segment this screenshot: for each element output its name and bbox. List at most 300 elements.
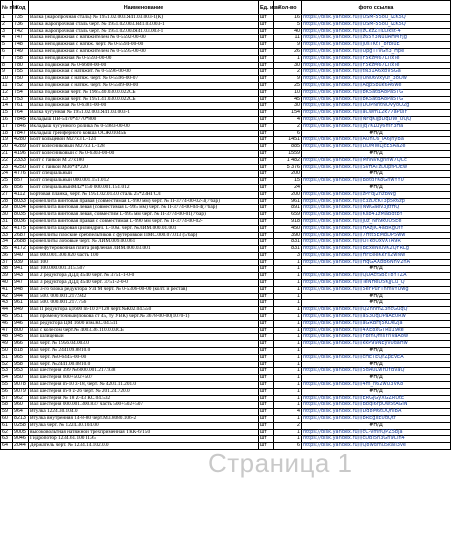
cell-photo-link: #Н/Д <box>302 422 451 429</box>
cell-code: 753 <box>13 96 29 103</box>
cell-qty: 891 <box>274 205 302 212</box>
cell-code: 736 <box>13 21 29 28</box>
cell-photo-link[interactable]: https://disk.yandex.ru/i/cC-vmhQPZ5bja <box>302 429 451 436</box>
cell-photo-link[interactable]: https://disk.yandex.ru/i/z65Y3NuuAHMYjg <box>302 35 451 42</box>
cell-qty: 1 <box>274 368 302 375</box>
cell-code: 2687 <box>13 232 29 239</box>
cell-name: Вал 3-го блока редуктора УЗГМ черт. № 0-5306-00-00 (колт. и рестав) <box>29 286 259 293</box>
cell-name: Вкладыш грейферного ковша ОСЖ01045Б <box>29 130 259 137</box>
cell-unit: шт <box>259 123 274 130</box>
cell-name: Вал шестерня 399 №6000.001.217.938 <box>29 368 259 375</box>
cell-name: Бронеплита шаровая цилиндрич. L-10м. черт. №ЛИМ.000.01.001 <box>29 225 259 232</box>
cell-code: 7845 <box>13 116 29 123</box>
cell-num: 43 <box>1 300 13 307</box>
cell-photo-link[interactable]: https://disk.yandex.ru/i/j0sTKtT_8rbIuE <box>302 42 451 49</box>
cell-qty: 1 <box>274 388 302 395</box>
cell-code: 4280 <box>13 137 29 144</box>
cell-name: Вкладыш чугунного ролика № 0-5983-00-00 <box>29 123 259 130</box>
cell-name: Бронеплиты лобовые черт. № ЛИМ.009.00.061 <box>29 239 259 246</box>
cell-name: Валка неподвижная с натяжителем № 0-5592-00-00 <box>29 35 259 42</box>
cell-name: Валка подвижная с натяж. черт. № 0-5509-00-00 <box>29 82 259 89</box>
cell-code: 7846 <box>13 123 29 130</box>
cell-photo-link: #Н/Д <box>302 293 451 300</box>
cell-code: 948 <box>13 286 29 293</box>
cell-name: Вал с колесом черт.№ 4003.36.110.0.03СБ <box>29 327 259 334</box>
cell-photo-link[interactable]: https://disk.yandex.ru/i/HFEeeKkFs2wNw <box>302 252 451 259</box>
cell-unit: шт <box>259 171 274 178</box>
cell-code: 947 <box>13 280 29 287</box>
cell-num: 11 <box>1 82 13 89</box>
cell-code: 4175 <box>13 225 29 232</box>
cell-qty: 1 <box>274 286 302 293</box>
cell-photo-link: #Н/Д <box>302 184 451 191</box>
cell-num: 42 <box>1 293 13 300</box>
cell-unit: шт <box>259 443 274 450</box>
cell-unit: шт <box>259 436 274 443</box>
cell-qty: 1 <box>274 327 302 334</box>
cell-photo-link[interactable]: https://disk.yandex.ru/i/aS3UqDPaAE0Rw <box>302 314 451 321</box>
cell-code: 966 <box>13 341 29 348</box>
cell-photo-link[interactable]: https://disk.yandex.ru/i/aGRBrfj5KDe2ja <box>302 320 451 327</box>
cell-name: Бронеплита винтовая правая (совместимая L-990 мм) черт. № П-3774-00-02-3(7'бар) <box>29 198 259 205</box>
cell-photo-link[interactable]: https://disk.yandex.ru/i/MnNvKgnhw7QCc <box>302 157 451 164</box>
cell-name: Бронефутеровочная плита рифленая ЛИМ.000.03.001 <box>29 246 259 253</box>
cell-photo-link[interactable]: https://disk.yandex.ru/i/j0z_Nn9k0U5Ee <box>302 218 451 225</box>
cell-photo-link[interactable]: https://disk.yandex.ru/i/BExeNiuvK2QFRLg <box>302 246 451 253</box>
cell-photo-link[interactable]: https://disk.yandex.ru/i/Bbqi6rpOw5tAGiN <box>302 402 451 409</box>
table-row <box>1 225 451 232</box>
cell-photo-link[interactable]: https://disk.yandex.ru/i/AUhC6_iA6jnyBa <box>302 137 451 144</box>
cell-num: 50 <box>1 348 13 355</box>
cell-name: Валка жаропрочная сталь черт. № 1951.02.003Я41.03.003-1 <box>29 28 259 35</box>
cell-photo-link[interactable]: https://disk.yandex.ru/i/Q2hhmZ3hcGuqQ <box>302 307 451 314</box>
cell-photo-link[interactable]: https://disk.yandex.ru/i/aCwm12k77aPuIY <box>302 110 451 117</box>
cell-qty: 1 <box>274 55 302 62</box>
cell-num: 2 <box>1 21 13 28</box>
cell-name: Вал шестерня m-10 z-18, черт. № 4201.11.201.0 <box>29 382 259 389</box>
cell-photo-link[interactable]: https://disk.yandex.ru/i/QDAcfSBcT8YTZA <box>302 273 451 280</box>
cell-qty: 30 <box>274 62 302 69</box>
cell-name: Бронеплита винтовая правая с совместимая L-990 мм черт. № П-3774-00-02- <box>29 218 259 225</box>
cell-code: 960 <box>13 402 29 409</box>
cell-qty: 1 <box>274 314 302 321</box>
cell-photo-link[interactable]: https://disk.yandex.ru/i/SvHATzDupfPDEw <box>302 164 451 171</box>
cell-code: 780 <box>13 62 29 69</box>
cell-num: 57 <box>1 395 13 402</box>
cell-unit: шт <box>259 395 274 402</box>
cell-photo-link: #Н/Д <box>302 130 451 137</box>
cell-qty: 390 <box>274 232 302 239</box>
cell-photo-link[interactable]: https://disk.yandex.ru/i/TeNHeD5KjJCu_Q <box>302 280 451 287</box>
cell-photo-link[interactable]: https://disk.yandex.ru/i/UpgTTvGn3_Hpe <box>302 48 451 55</box>
cell-code: 950 <box>13 375 29 382</box>
cell-code: 8036 <box>13 218 29 225</box>
cell-num: 58 <box>1 402 13 409</box>
cell-num: 19 <box>1 137 13 144</box>
cell-unit: шт <box>259 103 274 110</box>
cell-code: 764 <box>13 110 29 117</box>
cell-num: 8 <box>1 62 13 69</box>
cell-qty: 16 <box>274 15 302 22</box>
cell-qty: 1 <box>274 436 302 443</box>
cell-qty: 918 <box>274 218 302 225</box>
cell-code: 4112 <box>13 191 29 198</box>
cell-unit: шт <box>259 320 274 327</box>
cell-name: Болт специальныйМ42*150 000.001.151.012 <box>29 184 259 191</box>
cell-photo-link[interactable]: https://disk.yandex.ru/i/HAzJiC4aBRgUfY <box>302 225 451 232</box>
cell-num: 7 <box>1 55 13 62</box>
cell-unit: шт <box>259 144 274 151</box>
cell-photo-link: #Н/Д <box>302 171 451 178</box>
cell-unit: шт <box>259 266 274 273</box>
cell-unit: шт <box>259 198 274 205</box>
cell-qty: 2 <box>274 422 302 429</box>
cell-num: 39 <box>1 273 13 280</box>
cell-unit: шт <box>259 42 274 49</box>
cell-num: 30 <box>1 212 13 219</box>
cell-code: 857 <box>13 178 29 185</box>
cell-unit: шт <box>259 15 274 22</box>
cell-name: Валка подвижная № 0-6381-00-00 <box>29 103 259 110</box>
cell-num: 21 <box>1 150 13 157</box>
cell-photo-link: #Н/Д <box>302 300 451 307</box>
cell-code: 2688 <box>13 239 29 246</box>
cell-photo-link[interactable]: https://disk.yandex.ru/i/NwGaev3JtfHQ <box>302 205 451 212</box>
cell-photo-link[interactable]: https://disk.yandex.ru/i/4m_n62wU3VK8 <box>302 382 451 389</box>
cell-photo-link[interactable]: https://disk.yandex.ru/i/5eFPuFTnmvYUwg <box>302 286 451 293</box>
cell-num: 22 <box>1 157 13 164</box>
cell-unit: шт <box>259 409 274 416</box>
cell-qty: 11 <box>274 35 302 42</box>
cell-photo-link[interactable]: https://disk.yandex.ru/i/FBfhQmsYnVaA8w <box>302 334 451 341</box>
cell-name: Вал черт. № 1956.04.003.0 <box>29 341 259 348</box>
cell-name: Вал 500. 000.001.217.756 <box>29 300 259 307</box>
cell-name: Валка неподвижная № 0-5593-00-00 <box>29 55 259 62</box>
cell-name: Болт с гайкой М36*4*220 <box>29 164 259 171</box>
cell-qty: 1 <box>274 307 302 314</box>
cell-photo-link[interactable]: https://disk.yandex.ru/i/zCkzZTiLOkst-4 <box>302 28 451 35</box>
cell-photo-link: #Н/Д <box>302 348 451 355</box>
cell-unit: шт <box>259 150 274 157</box>
cell-photo-link[interactable]: https://disk.yandex.ru/i/Aqp5buk6A6we <box>302 82 451 89</box>
cell-num: 51 <box>1 354 13 361</box>
cell-name: Валка подвижная с натяж. черт. № 0-5596-00-07 <box>29 76 259 83</box>
cell-unit: шт <box>259 280 274 287</box>
cell-photo-link[interactable]: https://disk.yandex.ru/i/c3zDcKT3p5k6zp <box>302 198 451 205</box>
cell-name: Вал шестерня 600+502+507 <box>29 375 259 382</box>
cell-code: 9046 <box>13 436 29 443</box>
cell-name: Валка (жаропрочная сталь) № 1951.02.003.Я41.03.003-1(К) <box>29 15 259 22</box>
cell-num: 9 <box>1 69 13 76</box>
cell-qty: 26 <box>274 48 302 55</box>
cell-photo-link[interactable]: https://disk.yandex.ru/i/bK5atBA8Pa5TG <box>302 96 451 103</box>
cell-unit: шт <box>259 28 274 35</box>
cell-name: Вал промежуточный(покова ст 45, ту УВК) черт.№ 3678-00-00(1070-1) <box>29 314 259 321</box>
cell-photo-link[interactable]: https://disk.yandex.ru/i/ERGjGyXGZRUtE <box>302 395 451 402</box>
cell-unit: шт <box>259 76 274 83</box>
cell-qty: 3 <box>274 252 302 259</box>
cell-code: 941 <box>13 266 29 273</box>
cell-qty: 831 <box>274 239 302 246</box>
cell-code: 9079 <box>13 388 29 395</box>
cell-photo-link[interactable]: https://disk.yandex.ru/i/NFqKijpDqDW_UQQ <box>302 116 451 123</box>
cell-name: Вал шлицевый <box>29 334 259 341</box>
cell-num: 20 <box>1 144 13 151</box>
cell-qty: 1 <box>274 354 302 361</box>
cell-qty: 1 <box>274 259 302 266</box>
cell-num: 63 <box>1 436 13 443</box>
cell-num: 45 <box>1 314 13 321</box>
cell-photo-link[interactable]: https://disk.yandex.ru/i/Q8wdmu5kaiI3ve <box>302 443 451 450</box>
cell-code: 945 <box>13 334 29 341</box>
cell-qty: 1 <box>274 416 302 423</box>
cell-qty: 4 <box>274 116 302 123</box>
cell-code: 747 <box>13 35 29 42</box>
cell-num: 54 <box>1 375 13 382</box>
cell-code: 755 <box>13 69 29 76</box>
cell-qty: 10 <box>274 89 302 96</box>
page-watermark: Страница 1 <box>208 448 353 478</box>
cell-unit: шт <box>259 334 274 341</box>
cell-photo-link[interactable]: https://disk.yandex.ru/i/cDBl5h3Gn9Cin4 <box>302 436 451 443</box>
cell-photo-link[interactable]: https://disk.yandex.ru/i/UN06vxyuf_3oOw <box>302 76 451 83</box>
cell-unit: шт <box>259 422 274 429</box>
cell-unit: шт <box>259 348 274 355</box>
cell-num: 62 <box>1 429 13 436</box>
cell-unit: шт <box>259 89 274 96</box>
cell-code: 4196 <box>13 150 29 157</box>
cell-name: Валка подвижная № 0-6608-00-00 <box>29 62 259 69</box>
header-name: Наименование <box>29 1 259 15</box>
cell-photo-link[interactable]: https://disk.yandex.ru/i/bREgxE0dQtr <box>302 416 451 423</box>
cell-num: 5 <box>1 42 13 49</box>
cell-qty: 831 <box>274 246 302 253</box>
cell-qty: 30 <box>274 103 302 110</box>
cell-name: Бронеплита винтовая левая, совместим L-995 мм черт. № П-3774-00-01(7'бар) <box>29 212 259 219</box>
cell-unit: шт <box>259 239 274 246</box>
cell-code: 8033 <box>13 198 29 205</box>
cell-qty: 40 <box>274 28 302 35</box>
cell-num: 47 <box>1 327 13 334</box>
cell-code: 944 <box>13 293 29 300</box>
cell-code: 9005 <box>13 429 29 436</box>
cell-photo-link[interactable]: https://disk.yandex.ru/i/tN31A6xbVSGa <box>302 69 451 76</box>
cell-photo-link: #Н/Д <box>302 388 451 395</box>
cell-num: 16 <box>1 116 13 123</box>
cell-photo-link: #Н/Д <box>302 150 451 157</box>
cell-num: 3 <box>1 28 13 35</box>
cell-unit: шт <box>259 164 274 171</box>
table-row <box>1 157 451 164</box>
table-body <box>1 15 451 450</box>
cell-code: 742 <box>13 28 29 35</box>
cell-code: 0258 <box>13 422 29 429</box>
cell-unit: шт <box>259 96 274 103</box>
cell-photo-link[interactable]: https://disk.yandex.ru/i/5dA0LwYuYBvaQ <box>302 368 451 375</box>
cell-name: Валка подвижная черт. № 1951.41.030.0.022СБ <box>29 96 259 103</box>
cell-qty: 885 <box>274 144 302 151</box>
cell-photo-link[interactable]: https://disk.yandex.ru/i/USM-55ou_iZK5Q <box>302 15 451 22</box>
cell-unit: шт <box>259 300 274 307</box>
cell-unit: шт <box>259 225 274 232</box>
cell-unit: шт <box>259 259 274 266</box>
cell-unit: шт <box>259 354 274 361</box>
cell-num: 4 <box>1 35 13 42</box>
cell-unit: шт <box>259 157 274 164</box>
cell-unit: шт <box>259 341 274 348</box>
cell-unit: шт <box>259 218 274 225</box>
cell-name: Вал 100 <box>29 259 259 266</box>
cell-num: 1 <box>1 15 13 22</box>
cell-num: 24 <box>1 171 13 178</box>
cell-code: 2044 <box>13 443 29 450</box>
cell-photo-link: #Н/Д <box>302 361 451 368</box>
cell-code: 961 <box>13 300 29 307</box>
cell-unit: шт <box>259 307 274 314</box>
cell-unit: шт <box>259 327 274 334</box>
cell-name: Вал редуктора ЦМ 1600 изм.КС.04.511 <box>29 320 259 327</box>
cell-unit: шт <box>259 232 274 239</box>
cell-num: 6 <box>1 48 13 55</box>
cell-num: 28 <box>1 198 13 205</box>
cell-unit: шт <box>259 402 274 409</box>
cell-unit: шт <box>259 361 274 368</box>
cell-code: 752 <box>13 82 29 89</box>
cell-code: 8035 <box>13 212 29 219</box>
cell-photo-link[interactable]: https://disk.yandex.ru/i/HqGAXbB6NhV2hA <box>302 259 451 266</box>
cell-photo-link[interactable]: https://disk.yandex.ru/i/USM-55ou_iZK5Q <box>302 21 451 28</box>
cell-photo-link[interactable]: https://disk.yandex.ru/i/zPFdJ2hzBWg <box>302 191 451 198</box>
cell-num: 25 <box>1 178 13 185</box>
cell-qty: 1 <box>274 402 302 409</box>
cell-qty: 1 <box>274 320 302 327</box>
cell-photo-link[interactable]: https://disk.yandex.ru/i/F5kzM67LTlxTe <box>302 55 451 62</box>
cell-num: 56 <box>1 388 13 395</box>
cell-name: Болт кольцевой М27х3 L-124 <box>29 137 259 144</box>
cell-num: 44 <box>1 307 13 314</box>
cell-num: 15 <box>1 110 13 117</box>
cell-code: 951 <box>13 314 29 321</box>
cell-name: Вал шестерня № 18 Z-43 КС.04.532 <box>29 395 259 402</box>
cell-name: Вал II редуктора ц1600 m-10 z=128 черт.№К02.04.550 <box>29 307 259 314</box>
cell-qty: 5 376 <box>274 164 302 171</box>
cell-name: Вал шестерня 000.001.300.837 часть 500+502+507 <box>29 402 259 409</box>
cell-photo-link[interactable]: https://disk.yandex.ru/i/DOPNhtNOVyoO2g <box>302 103 451 110</box>
cell-unit: шт <box>259 130 274 137</box>
cell-num: 38 <box>1 266 13 273</box>
cell-code: 965 <box>13 354 29 361</box>
cell-photo-link[interactable]: https://disk.yandex.ru/i/OTkoUxvXTA9R <box>302 239 451 246</box>
cell-code: 964 <box>13 409 29 416</box>
cell-name: Вал 000.001.300.820 часть 100 <box>29 252 259 259</box>
cell-code: 818 <box>13 348 29 355</box>
cell-qty: 200 <box>274 191 302 198</box>
cell-photo-link[interactable]: https://disk.yandex.ru/i/cHETEQrZpEvEA <box>302 354 451 361</box>
cell-qty: 9 <box>274 42 302 49</box>
cell-unit: шт <box>259 368 274 375</box>
cell-photo-link[interactable]: https://disk.yandex.ru/i/7Htt5EMbDP5ww <box>302 232 451 239</box>
cell-qty: 200 <box>274 171 302 178</box>
cell-num: 60 <box>1 416 13 423</box>
cell-num: 41 <box>1 286 13 293</box>
cell-photo-link[interactable]: https://disk.yandex.ru/i/DDMWLjcE5Aa2e <box>302 144 451 151</box>
cell-unit: шт <box>259 273 274 280</box>
cell-num: 14 <box>1 103 13 110</box>
cell-name: Болт специальный <box>29 171 259 178</box>
cell-qty: 1 <box>274 429 302 436</box>
cell-photo-link[interactable]: https://disk.yandex.ru/i/B8tdYKoGhwYY0 <box>302 178 451 185</box>
cell-code: 2333 <box>13 157 29 164</box>
cell-photo-link[interactable]: https://disk.yandex.ru/i/F5kzM67LTlxTe <box>302 62 451 69</box>
cell-qty: 1 <box>274 266 302 273</box>
cell-code: 953 <box>13 368 29 375</box>
cell-unit: шт <box>259 48 274 55</box>
cell-name: Болт специальный 000.001.151.012 <box>29 178 259 185</box>
cell-code: 4250 <box>13 164 29 171</box>
cell-qty: 1 <box>274 375 302 382</box>
cell-name: Вал черт. №0-6445-00-00 <box>29 354 259 361</box>
table-header-row <box>1 1 451 15</box>
cell-photo-link[interactable]: https://disk.yandex.ru/i/kkP99NEyv0daHw <box>302 341 451 348</box>
cell-code: 8213 <box>13 416 29 423</box>
cell-qty: 1 <box>274 348 302 355</box>
cell-num: 49 <box>1 341 13 348</box>
cell-code: 939 <box>13 259 29 266</box>
header-photo: фото ссылка <box>302 1 451 15</box>
cell-name: Болт колесниковый с № 0-6303-00-00 <box>29 150 259 157</box>
cell-code: 754 <box>13 89 29 96</box>
cell-qty: 1 <box>274 361 302 368</box>
cell-num: 61 <box>1 422 13 429</box>
cell-code: 758 <box>13 55 29 62</box>
cell-num: 12 <box>1 89 13 96</box>
cell-num: 37 <box>1 259 13 266</box>
cell-qty: 2 <box>274 69 302 76</box>
cell-photo-link: #Н/Д <box>302 375 451 382</box>
cell-photo-link[interactable]: https://disk.yandex.ru/i/jq7KLuy6mF3Ha <box>302 123 451 130</box>
cell-name: Валка неподвижная с натяжителем № 0-5595-00-00 <box>29 48 259 55</box>
cell-photo-link[interactable]: https://disk.yandex.ru/i/4XE8xGTRu19ke <box>302 327 451 334</box>
cell-name: Вал 100.000.001.315.507 <box>29 266 259 273</box>
cell-qty: 1 <box>274 334 302 341</box>
cell-photo-link[interactable]: https://disk.yandex.ru/i/bK5atBA8Pa5TG <box>302 89 451 96</box>
cell-num: 48 <box>1 334 13 341</box>
cell-name: Вал шестерня m-9 z-26 черт. № 201.24.720.0 <box>29 388 259 395</box>
cell-qty: 1 482 <box>274 157 302 164</box>
cell-photo-link[interactable]: https://disk.yandex.ru/i/Dd8M6tDQhIBA <box>302 409 451 416</box>
cell-name: Болт колесниковый М27х3 L-128 <box>29 144 259 151</box>
cell-unit: шт <box>259 205 274 212</box>
cell-qty: 1 <box>274 395 302 402</box>
cell-qty: 6 <box>274 443 302 450</box>
cell-num: 46 <box>1 320 13 327</box>
cell-qty: 1 <box>274 293 302 300</box>
cell-photo-link[interactable]: https://disk.yandex.ru/i/Ksb41zMaBdtbY <box>302 212 451 219</box>
cell-qty: 6 <box>274 130 302 137</box>
cell-qty: 15 <box>274 178 302 185</box>
cell-unit: шт <box>259 293 274 300</box>
cell-unit: шт <box>259 429 274 436</box>
cell-code: 748 <box>13 42 29 49</box>
cell-num: 34 <box>1 239 13 246</box>
cell-num: 33 <box>1 232 13 239</box>
table-row <box>1 443 451 450</box>
cell-code: 4289 <box>13 144 29 151</box>
cell-name: Вал черт. №2441.00.0810.0 <box>29 361 259 368</box>
cell-num: 36 <box>1 252 13 259</box>
table-row <box>1 191 451 198</box>
cell-name: высоковольтная натяжной трехприменная ТКК-6/150 <box>29 429 259 436</box>
